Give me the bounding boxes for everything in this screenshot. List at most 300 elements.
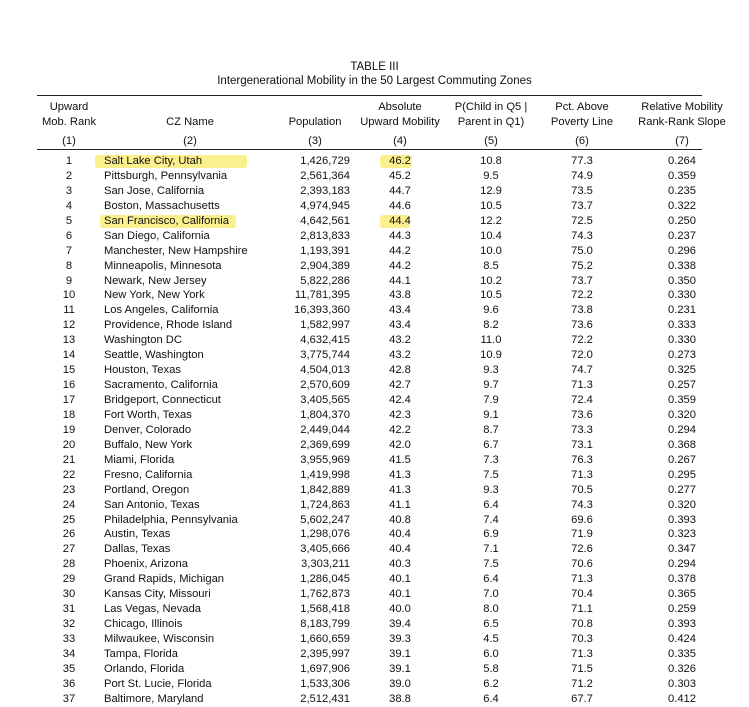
table-body bbox=[0, 154, 749, 707]
table-row bbox=[0, 513, 749, 528]
cell-cz-name: Pittsburgh, Pennsylvania bbox=[104, 169, 228, 182]
cell-population: 4,642,561 bbox=[300, 214, 350, 227]
cell-rank: 22 bbox=[62, 468, 76, 481]
cell-rank: 10 bbox=[62, 289, 76, 302]
cell-population: 2,904,389 bbox=[300, 259, 350, 272]
cell-abs-mobility: 40.0 bbox=[389, 603, 411, 616]
cell-population: 2,813,833 bbox=[300, 229, 350, 242]
cell-abs-mobility: 44.4 bbox=[389, 214, 411, 227]
cell-pct-poverty: 70.4 bbox=[571, 588, 593, 601]
cell-rank-slope: 0.393 bbox=[668, 618, 696, 631]
cell-pct-poverty: 72.0 bbox=[571, 349, 593, 362]
cell-p-q5: 7.0 bbox=[483, 588, 499, 601]
table-row bbox=[0, 662, 749, 677]
header-p-child-q5: P(Child in Q5 | Parent in Q1) bbox=[454, 101, 528, 128]
cell-p-q5: 10.9 bbox=[480, 349, 502, 362]
table-subtitle: Intergenerational Mobility in the 50 Largest Commuting Zones bbox=[217, 75, 532, 87]
cell-pct-poverty: 73.7 bbox=[571, 274, 593, 287]
cell-rank-slope: 0.237 bbox=[668, 229, 696, 242]
cell-pct-poverty: 73.8 bbox=[571, 304, 593, 317]
cell-cz-name: Dallas, Texas bbox=[104, 543, 171, 556]
cell-rank: 37 bbox=[62, 692, 76, 705]
cell-rank: 19 bbox=[62, 423, 76, 436]
cell-rank: 29 bbox=[62, 573, 76, 586]
cell-rank-slope: 0.330 bbox=[668, 289, 696, 302]
table-row bbox=[0, 199, 749, 214]
cell-cz-name: Las Vegas, Nevada bbox=[104, 603, 202, 616]
cell-cz-name: Washington DC bbox=[104, 334, 182, 347]
cell-cz-name: Minneapolis, Minnesota bbox=[104, 259, 222, 272]
cell-population: 3,303,211 bbox=[301, 558, 350, 571]
cell-p-q5: 6.4 bbox=[483, 498, 499, 511]
cell-cz-name: San Antonio, Texas bbox=[104, 498, 200, 511]
cell-pct-poverty: 71.3 bbox=[571, 573, 593, 586]
cell-cz-name: Sacramento, California bbox=[104, 379, 218, 392]
cell-cz-name: Portland, Oregon bbox=[104, 483, 190, 496]
cell-population: 2,449,044 bbox=[300, 423, 350, 436]
table-row bbox=[0, 378, 749, 393]
cell-rank-slope: 0.330 bbox=[668, 334, 696, 347]
cell-rank-slope: 0.322 bbox=[668, 199, 696, 212]
cell-population: 1,697,906 bbox=[300, 662, 350, 675]
cell-rank: 18 bbox=[62, 408, 76, 421]
cell-rank-slope: 0.393 bbox=[668, 513, 696, 526]
cell-population: 1,286,045 bbox=[300, 573, 350, 586]
cell-pct-poverty: 74.3 bbox=[571, 229, 593, 242]
cell-rank-slope: 0.325 bbox=[668, 364, 696, 377]
cell-population: 1,842,889 bbox=[300, 483, 350, 496]
cell-population: 1,533,306 bbox=[300, 677, 350, 690]
cell-cz-name: Chicago, Illinois bbox=[104, 618, 183, 631]
cell-abs-mobility: 39.3 bbox=[389, 633, 411, 645]
cell-cz-name: Los Angeles, California bbox=[104, 304, 219, 317]
cell-rank: 12 bbox=[62, 319, 76, 332]
cell-abs-mobility: 45.2 bbox=[389, 169, 411, 182]
header-absolute-upward-mobility: Absolute Upward Mobility bbox=[360, 101, 440, 128]
cell-rank-slope: 0.333 bbox=[668, 319, 696, 332]
cell-population: 3,775,744 bbox=[300, 349, 350, 362]
cell-abs-mobility: 42.4 bbox=[389, 394, 411, 406]
table-row bbox=[0, 453, 749, 468]
cell-abs-mobility: 38.8 bbox=[389, 692, 411, 705]
cell-pct-poverty: 71.1 bbox=[571, 603, 593, 616]
cell-pct-poverty: 75.2 bbox=[571, 259, 593, 272]
cell-p-q5: 7.5 bbox=[483, 468, 499, 481]
cell-rank-slope: 0.350 bbox=[668, 274, 696, 287]
cell-population: 2,570,609 bbox=[300, 379, 350, 392]
cell-cz-name: San Diego, California bbox=[104, 229, 210, 242]
cell-abs-mobility: 41.3 bbox=[389, 483, 411, 496]
cell-population: 1,298,076 bbox=[300, 528, 350, 541]
table-row bbox=[0, 408, 749, 423]
cell-pct-poverty: 73.5 bbox=[571, 184, 593, 197]
cell-rank: 24 bbox=[62, 498, 76, 511]
cell-p-q5: 9.5 bbox=[483, 169, 499, 182]
cell-rank: 21 bbox=[62, 453, 76, 466]
cell-p-q5: 4.5 bbox=[483, 633, 499, 645]
cell-population: 3,405,666 bbox=[300, 543, 350, 556]
table-row bbox=[0, 154, 749, 169]
cell-p-q5: 8.5 bbox=[483, 259, 499, 272]
cell-abs-mobility: 39.4 bbox=[389, 618, 411, 631]
cell-rank: 8 bbox=[65, 259, 73, 272]
cell-pct-poverty: 74.9 bbox=[571, 169, 593, 182]
cell-rank-slope: 0.235 bbox=[668, 184, 696, 197]
cell-rank-slope: 0.368 bbox=[668, 438, 696, 451]
table-row bbox=[0, 438, 749, 453]
cell-population: 4,504,013 bbox=[300, 364, 350, 377]
cell-rank-slope: 0.323 bbox=[668, 528, 696, 541]
cell-rank-slope: 0.412 bbox=[668, 692, 696, 705]
header-pct-above-poverty: Pct. Above Poverty Line bbox=[550, 101, 614, 128]
cell-population: 3,955,969 bbox=[300, 453, 350, 466]
table-row bbox=[0, 587, 749, 602]
cell-rank: 34 bbox=[62, 647, 76, 660]
cell-population: 1,660,659 bbox=[300, 633, 350, 645]
header-bottom-rule bbox=[37, 149, 702, 150]
cell-cz-name: Newark, New Jersey bbox=[104, 274, 207, 287]
cell-cz-name: Philadelphia, Pennsylvania bbox=[104, 513, 238, 526]
cell-pct-poverty: 74.7 bbox=[571, 364, 593, 377]
cell-rank: 13 bbox=[62, 334, 76, 347]
table-row bbox=[0, 274, 749, 289]
cell-pct-poverty: 70.5 bbox=[571, 483, 593, 496]
cell-population: 2,512,431 bbox=[300, 692, 350, 705]
table-row bbox=[0, 527, 749, 542]
cell-rank-slope: 0.320 bbox=[668, 408, 696, 421]
cell-p-q5: 12.9 bbox=[480, 184, 502, 197]
cell-pct-poverty: 72.2 bbox=[571, 289, 593, 302]
cell-abs-mobility: 43.4 bbox=[389, 319, 411, 332]
cell-rank: 14 bbox=[62, 349, 76, 362]
cell-abs-mobility: 43.8 bbox=[389, 289, 411, 302]
cell-rank: 3 bbox=[65, 184, 73, 197]
cell-abs-mobility: 40.3 bbox=[389, 558, 411, 571]
col-num-2: (2) bbox=[183, 135, 197, 147]
cell-pct-poverty: 73.3 bbox=[571, 423, 593, 436]
table-row bbox=[0, 617, 749, 632]
cell-pct-poverty: 69.6 bbox=[571, 513, 593, 526]
cell-population: 2,395,997 bbox=[300, 647, 350, 660]
cell-p-q5: 6.9 bbox=[483, 528, 499, 541]
cell-population: 2,561,364 bbox=[300, 169, 350, 182]
table-row bbox=[0, 169, 749, 184]
cell-pct-poverty: 71.3 bbox=[571, 468, 593, 481]
cell-population: 1,419,998 bbox=[300, 468, 350, 481]
cell-cz-name: Fort Worth, Texas bbox=[104, 408, 192, 421]
cell-pct-poverty: 73.6 bbox=[571, 408, 593, 421]
cell-cz-name: Boston, Massachusetts bbox=[104, 199, 220, 212]
cell-rank: 1 bbox=[65, 155, 73, 167]
cell-rank: 5 bbox=[65, 214, 73, 227]
cell-p-q5: 10.5 bbox=[480, 199, 502, 212]
cell-pct-poverty: 73.6 bbox=[571, 319, 593, 332]
cell-pct-poverty: 72.5 bbox=[571, 214, 593, 227]
cell-cz-name: Tampa, Florida bbox=[104, 647, 178, 660]
cell-cz-name: Providence, Rhode Island bbox=[104, 319, 233, 332]
cell-rank-slope: 0.267 bbox=[668, 453, 696, 466]
table-row bbox=[0, 498, 749, 513]
cell-p-q5: 6.4 bbox=[483, 692, 499, 705]
table-row bbox=[0, 184, 749, 199]
cell-abs-mobility: 41.5 bbox=[389, 453, 411, 466]
cell-rank: 33 bbox=[62, 633, 76, 645]
cell-population: 3,405,565 bbox=[300, 394, 350, 406]
table-row bbox=[0, 572, 749, 587]
cell-cz-name: Salt Lake City, Utah bbox=[104, 155, 203, 167]
table-row bbox=[0, 259, 749, 274]
cell-cz-name: Bridgeport, Connecticut bbox=[104, 394, 221, 406]
cell-population: 1,804,370 bbox=[300, 408, 350, 421]
cell-pct-poverty: 77.3 bbox=[571, 155, 593, 167]
header-population: Population bbox=[288, 116, 342, 128]
cell-cz-name: Manchester, New Hampshire bbox=[104, 244, 248, 257]
table-row bbox=[0, 348, 749, 363]
cell-p-q5: 8.0 bbox=[483, 603, 499, 616]
col-num-7: (7) bbox=[675, 135, 689, 147]
cell-abs-mobility: 43.4 bbox=[389, 304, 411, 317]
cell-abs-mobility: 44.6 bbox=[389, 199, 411, 212]
cell-abs-mobility: 44.1 bbox=[389, 274, 411, 287]
header-relative-mobility: Relative Mobility Rank-Rank Slope bbox=[638, 101, 726, 128]
cell-population: 2,393,183 bbox=[300, 184, 350, 197]
cell-cz-name: Grand Rapids, Michigan bbox=[104, 573, 225, 586]
table-row bbox=[0, 677, 749, 692]
cell-abs-mobility: 40.8 bbox=[389, 513, 411, 526]
table-row bbox=[0, 363, 749, 378]
cell-p-q5: 9.6 bbox=[483, 304, 499, 317]
cell-rank: 9 bbox=[65, 274, 73, 287]
table-row bbox=[0, 632, 749, 647]
table-row bbox=[0, 244, 749, 259]
cell-rank: 11 bbox=[63, 304, 75, 317]
top-rule bbox=[37, 95, 702, 96]
cell-abs-mobility: 39.0 bbox=[389, 677, 411, 690]
cell-rank: 25 bbox=[62, 513, 76, 526]
cell-abs-mobility: 46.2 bbox=[389, 155, 411, 167]
table-row bbox=[0, 602, 749, 617]
cell-p-q5: 8.7 bbox=[483, 423, 499, 436]
cell-cz-name: Houston, Texas bbox=[104, 364, 181, 377]
table-row bbox=[0, 229, 749, 244]
cell-cz-name: San Francisco, California bbox=[104, 214, 229, 227]
cell-pct-poverty: 72.4 bbox=[571, 394, 593, 406]
cell-rank-slope: 0.277 bbox=[668, 483, 696, 496]
cell-pct-poverty: 71.5 bbox=[571, 662, 593, 675]
cell-abs-mobility: 40.4 bbox=[389, 543, 411, 556]
cell-abs-mobility: 39.1 bbox=[389, 647, 411, 660]
header-upward-mob-rank: Upward Mob. Rank bbox=[41, 101, 97, 128]
cell-rank: 16 bbox=[62, 379, 76, 392]
cell-rank: 2 bbox=[65, 169, 73, 182]
col-num-6: (6) bbox=[575, 135, 589, 147]
table-row bbox=[0, 557, 749, 572]
cell-rank: 15 bbox=[62, 364, 76, 377]
cell-p-q5: 10.0 bbox=[480, 244, 502, 257]
cell-pct-poverty: 73.1 bbox=[571, 438, 593, 451]
col-num-3: (3) bbox=[308, 135, 322, 147]
cell-population: 1,568,418 bbox=[300, 603, 350, 616]
cell-rank: 7 bbox=[65, 244, 73, 257]
cell-pct-poverty: 72.2 bbox=[571, 334, 593, 347]
cell-p-q5: 12.2 bbox=[480, 214, 502, 227]
cell-population: 1,724,863 bbox=[300, 498, 350, 511]
cell-p-q5: 6.5 bbox=[483, 618, 499, 631]
table-row bbox=[0, 303, 749, 318]
table-row bbox=[0, 318, 749, 333]
cell-rank: 30 bbox=[62, 588, 76, 601]
cell-rank-slope: 0.295 bbox=[668, 468, 696, 481]
cell-pct-poverty: 71.3 bbox=[571, 647, 593, 660]
table-row bbox=[0, 423, 749, 438]
cell-population: 11,781,395 bbox=[294, 289, 350, 302]
cell-rank: 28 bbox=[62, 558, 76, 571]
cell-p-q5: 11.0 bbox=[480, 334, 502, 347]
cell-abs-mobility: 43.2 bbox=[389, 349, 411, 362]
cell-cz-name: Buffalo, New York bbox=[104, 438, 193, 451]
cell-rank-slope: 0.231 bbox=[668, 304, 696, 317]
cell-abs-mobility: 44.7 bbox=[389, 184, 411, 197]
cell-pct-poverty: 70.3 bbox=[571, 633, 593, 645]
cell-pct-poverty: 74.3 bbox=[571, 498, 593, 511]
table-row bbox=[0, 692, 749, 707]
cell-rank: 6 bbox=[65, 229, 73, 242]
cell-cz-name: Austin, Texas bbox=[104, 528, 171, 541]
cell-rank-slope: 0.320 bbox=[668, 498, 696, 511]
cell-cz-name: Phoenix, Arizona bbox=[104, 558, 188, 571]
cell-p-q5: 10.5 bbox=[480, 289, 502, 302]
table-row bbox=[0, 393, 749, 408]
cell-abs-mobility: 42.2 bbox=[389, 423, 411, 436]
cell-rank-slope: 0.359 bbox=[668, 394, 696, 406]
table-row bbox=[0, 468, 749, 483]
cell-pct-poverty: 70.6 bbox=[571, 558, 593, 571]
cell-population: 8,183,799 bbox=[300, 618, 350, 631]
cell-abs-mobility: 42.0 bbox=[389, 438, 411, 451]
cell-p-q5: 5.8 bbox=[483, 662, 499, 675]
cell-pct-poverty: 72.6 bbox=[571, 543, 593, 556]
table-row bbox=[0, 288, 749, 303]
cell-rank-slope: 0.294 bbox=[668, 558, 696, 571]
table-row bbox=[0, 647, 749, 662]
cell-rank: 32 bbox=[62, 618, 76, 631]
cell-pct-poverty: 76.3 bbox=[571, 453, 593, 466]
cell-p-q5: 7.5 bbox=[483, 558, 499, 571]
cell-rank: 27 bbox=[62, 543, 76, 556]
cell-cz-name: New York, New York bbox=[104, 289, 205, 302]
cell-p-q5: 9.7 bbox=[483, 379, 499, 392]
cell-rank-slope: 0.338 bbox=[668, 259, 696, 272]
cell-p-q5: 7.9 bbox=[483, 394, 499, 406]
cell-rank-slope: 0.303 bbox=[668, 677, 696, 690]
cell-cz-name: Baltimore, Maryland bbox=[104, 692, 204, 705]
col-num-5: (5) bbox=[484, 135, 498, 147]
cell-cz-name: San Jose, California bbox=[104, 184, 205, 197]
cell-p-q5: 9.3 bbox=[483, 364, 499, 377]
cell-p-q5: 6.0 bbox=[483, 647, 499, 660]
cell-population: 1,193,391 bbox=[300, 244, 350, 257]
cell-population: 16,393,360 bbox=[294, 304, 350, 317]
cell-pct-poverty: 67.7 bbox=[571, 692, 593, 705]
cell-rank-slope: 0.273 bbox=[668, 349, 696, 362]
cell-cz-name: Milwaukee, Wisconsin bbox=[104, 633, 215, 645]
cell-pct-poverty: 75.0 bbox=[571, 244, 593, 257]
cell-population: 5,602,247 bbox=[300, 513, 350, 526]
cell-abs-mobility: 40.4 bbox=[389, 528, 411, 541]
cell-rank: 20 bbox=[62, 438, 76, 451]
table-row bbox=[0, 483, 749, 498]
cell-abs-mobility: 43.2 bbox=[389, 334, 411, 347]
table-row bbox=[0, 542, 749, 557]
cell-p-q5: 8.2 bbox=[483, 319, 499, 332]
cell-rank: 31 bbox=[62, 603, 76, 616]
cell-abs-mobility: 41.1 bbox=[389, 498, 411, 511]
cell-cz-name: Port St. Lucie, Florida bbox=[104, 677, 212, 690]
cell-rank: 17 bbox=[62, 394, 76, 406]
cell-pct-poverty: 71.3 bbox=[571, 379, 593, 392]
cell-abs-mobility: 42.3 bbox=[389, 408, 411, 421]
cell-rank-slope: 0.259 bbox=[668, 603, 696, 616]
cell-rank: 35 bbox=[62, 662, 76, 675]
cell-p-q5: 6.7 bbox=[483, 438, 499, 451]
cell-population: 2,369,699 bbox=[300, 438, 350, 451]
cell-abs-mobility: 42.8 bbox=[389, 364, 411, 377]
col-num-1: (1) bbox=[62, 135, 76, 147]
cell-cz-name: Denver, Colorado bbox=[104, 423, 192, 436]
cell-cz-name: Seattle, Washington bbox=[104, 349, 204, 362]
table-row bbox=[0, 333, 749, 348]
cell-abs-mobility: 44.2 bbox=[389, 244, 411, 257]
cell-rank-slope: 0.347 bbox=[668, 543, 696, 556]
cell-rank: 23 bbox=[62, 483, 76, 496]
cell-cz-name: Orlando, Florida bbox=[104, 662, 185, 675]
table-row bbox=[0, 214, 749, 229]
cell-rank: 26 bbox=[62, 528, 76, 541]
cell-p-q5: 6.2 bbox=[483, 677, 499, 690]
cell-pct-poverty: 73.7 bbox=[571, 199, 593, 212]
cell-cz-name: Kansas City, Missouri bbox=[104, 588, 211, 601]
cell-pct-poverty: 71.2 bbox=[571, 677, 593, 690]
header-cz-name: CZ Name bbox=[166, 116, 214, 128]
cell-pct-poverty: 70.8 bbox=[571, 618, 593, 631]
cell-abs-mobility: 41.3 bbox=[389, 468, 411, 481]
col-num-4: (4) bbox=[393, 135, 407, 147]
cell-abs-mobility: 40.1 bbox=[389, 588, 411, 601]
table-title: TABLE III bbox=[350, 61, 399, 73]
cell-rank: 4 bbox=[65, 199, 73, 212]
cell-cz-name: Miami, Florida bbox=[104, 453, 175, 466]
cell-pct-poverty: 71.9 bbox=[571, 528, 593, 541]
cell-p-q5: 10.8 bbox=[480, 155, 502, 167]
cell-population: 1,582,997 bbox=[300, 319, 350, 332]
cell-population: 1,762,873 bbox=[300, 588, 350, 601]
cell-rank-slope: 0.335 bbox=[668, 647, 696, 660]
cell-cz-name: Fresno, California bbox=[104, 468, 193, 481]
cell-p-q5: 7.3 bbox=[483, 453, 499, 466]
cell-abs-mobility: 44.3 bbox=[389, 229, 411, 242]
cell-p-q5: 7.4 bbox=[483, 513, 499, 526]
cell-population: 1,426,729 bbox=[300, 155, 350, 167]
cell-population: 4,974,945 bbox=[300, 199, 350, 212]
cell-p-q5: 10.4 bbox=[480, 229, 502, 242]
cell-rank-slope: 0.264 bbox=[668, 155, 696, 167]
cell-population: 4,632,415 bbox=[300, 334, 350, 347]
cell-p-q5: 6.4 bbox=[483, 573, 499, 586]
cell-rank-slope: 0.359 bbox=[668, 169, 696, 182]
cell-rank: 36 bbox=[62, 677, 76, 690]
cell-rank-slope: 0.365 bbox=[668, 588, 696, 601]
cell-p-q5: 7.1 bbox=[483, 543, 499, 556]
